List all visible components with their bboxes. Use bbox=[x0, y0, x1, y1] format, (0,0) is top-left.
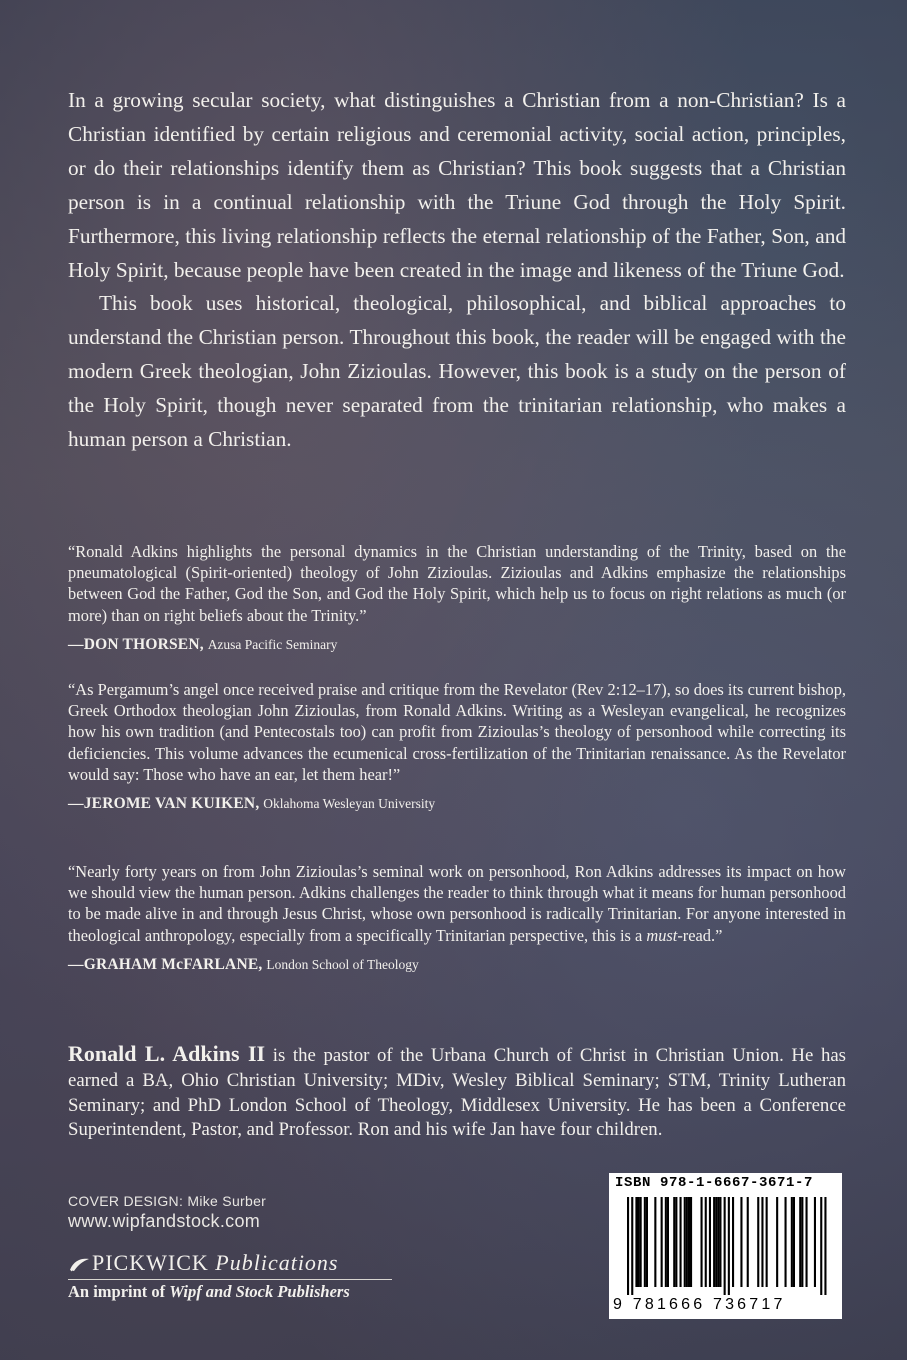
endorsement-thorsen bbox=[68, 541, 846, 655]
barcode-bar bbox=[719, 1197, 721, 1287]
endorser-affiliation: Oklahoma Wesleyan University bbox=[263, 796, 436, 812]
cover-designer: Mike Surber bbox=[187, 1193, 267, 1209]
barcode-bar bbox=[638, 1197, 640, 1287]
imprint-parent: Wipf and Stock Publishers bbox=[169, 1282, 350, 1301]
barcode-bar bbox=[665, 1197, 667, 1287]
barcode-bar bbox=[701, 1197, 703, 1287]
bio-text: is the pastor of the Urbana Church of Christ in Christian Union. He has earned a BA, Ohio Christian University; MDiv, Wesley Biblical Seminary; STM, Trinity Lutheran Seminary; and PhD London School of Theology, Middlesex University. He has been a Conference Superintendent, Pastor, and Professor. Ron and his wife Jan have four children. bbox=[68, 1045, 846, 1141]
barcode-bar bbox=[680, 1197, 682, 1287]
barcode-bar bbox=[690, 1197, 692, 1287]
barcode-bar bbox=[646, 1197, 648, 1287]
quote-text: “Nearly forty years on from John Zizioulas’s seminal work on personhood, Ron Adkins addresses its impact on how we should view the human person. Adkins challenges the reader to think through what it means for human personhood to be made alive in and through Jesus Christ, whose own personhood is radically Trinitarian. For anyone interested in theological anthropology, especially from a specifically Trinitarian perspective, this is a bbox=[68, 862, 846, 945]
barcode-bar bbox=[824, 1197, 826, 1295]
author-name: Ronald L. Adkins II bbox=[68, 1041, 266, 1066]
barcode-bar bbox=[684, 1197, 686, 1287]
quote-text-end: -read.” bbox=[677, 925, 723, 945]
barcode-bar bbox=[717, 1197, 719, 1287]
barcode-bar bbox=[688, 1197, 690, 1287]
barcode-bar bbox=[713, 1197, 715, 1287]
blurb-paragraph-1: In a growing secular society, what distinguishes a Christian from a non-Christian? Is a Christian identified by certain religious and ceremonial activity, social action, principles, or do their relationships identify them as Christian? This book suggests that a Christian person is in a continual relationship with the Triune God through the Holy Spirit. Furthermore, this living relationship reflects the eternal relationship of the Father, Son, and Holy Spirit, because people have been created in the image and likeness of the Triune God. bbox=[68, 88, 846, 282]
barcode-bar bbox=[732, 1197, 734, 1287]
isbn-barcode bbox=[609, 1173, 842, 1319]
back-cover-blurb bbox=[68, 84, 846, 457]
endorsement-van-kuiken bbox=[68, 679, 846, 814]
barcode-bar bbox=[667, 1197, 669, 1287]
barcode-bar bbox=[635, 1197, 637, 1287]
barcode-bar bbox=[715, 1197, 717, 1287]
quote-emphasis: must bbox=[646, 925, 678, 945]
imprint-prefix: An imprint of bbox=[68, 1282, 170, 1301]
barcode-bar bbox=[793, 1197, 795, 1287]
barcode-bar bbox=[740, 1197, 742, 1287]
publisher-name: PICKWICK bbox=[92, 1250, 209, 1275]
barcode-bar bbox=[785, 1197, 787, 1287]
barcode-bar bbox=[644, 1197, 646, 1287]
cover-design-label: COVER DESIGN: bbox=[68, 1193, 184, 1209]
barcode-bar bbox=[686, 1197, 688, 1287]
barcode-bar bbox=[654, 1197, 656, 1287]
barcode-bar bbox=[724, 1197, 726, 1295]
pickwick-quill-icon bbox=[68, 1257, 90, 1273]
barcode-bar bbox=[640, 1197, 642, 1287]
endorsement-quote: “Ronald Adkins highlights the personal dynamics in the Christian understanding of the Trinity, based on the pneumatological (Spirit-oriented) theology of John Zizioulas. Zizioulas and Adkins emphasize the relationships between God the Father, God the Son, and God the Holy Spirit, which help us to focus on right relations as much (or more) than on right beliefs about the Trinity.” bbox=[68, 542, 846, 625]
barcode-bar bbox=[799, 1197, 801, 1287]
barcode-bar bbox=[627, 1197, 629, 1295]
barcode-bar bbox=[675, 1197, 677, 1287]
publisher-name-italic: Publications bbox=[215, 1250, 339, 1275]
barcode-bar bbox=[791, 1197, 793, 1287]
endorser-affiliation: London School of Theology bbox=[266, 956, 419, 972]
barcode-bar bbox=[673, 1197, 675, 1287]
barcode-bar bbox=[806, 1197, 808, 1287]
barcode-bar bbox=[661, 1197, 663, 1287]
endorser-line bbox=[68, 954, 846, 975]
barcode-bar bbox=[766, 1197, 768, 1287]
author-bio bbox=[68, 1042, 846, 1143]
barcode-bar bbox=[801, 1197, 803, 1287]
blurb-paragraph-2: This book uses historical, theological, philosophical, and biblical approaches to understand the Christian person. Throughout this book, the reader will be engaged with the modern Greek theologian, John Zizioulas. However, this book is a study on the person of the Holy Spirit, though never separated from the trinitarian relationship, who makes a human person a Christian. bbox=[68, 291, 846, 452]
endorser-affiliation: Azusa Pacific Seminary bbox=[207, 636, 338, 652]
publisher-logo bbox=[68, 1250, 392, 1280]
endorsement-quote: “As Pergamum’s angel once received praise and critique from the Revelator (Rev 2:12–17), so does its current bishop, Greek Orthodox theologian John Zizioulas, from Ronald Adkins. Writing as a Wesleyan evangelical, he recognizes how his own tradition (and Pentecostals too) can profit from Zizioulas’s theology of personhood while correcting its deficiencies. This volume advances the ecumenical cross-fertilization of the Trinitarian renaissance. As the Revelator would say: Those who have an ear, let them hear!” bbox=[68, 680, 846, 784]
imprint-line bbox=[68, 1282, 350, 1302]
endorsement-mcfarlane bbox=[68, 861, 846, 975]
barcode-digits: 9 781666 736717 bbox=[613, 1296, 786, 1313]
barcode-bar bbox=[705, 1197, 707, 1287]
barcode-bar bbox=[761, 1197, 763, 1287]
barcode-bars bbox=[615, 1197, 836, 1297]
endorsement-quote bbox=[68, 861, 846, 946]
barcode-bar bbox=[776, 1197, 778, 1287]
endorser-name: —JEROME VAN KUIKEN, bbox=[68, 795, 260, 813]
endorser-name: —GRAHAM McFARLANE, bbox=[68, 955, 263, 973]
endorser-line bbox=[68, 634, 846, 655]
isbn-label: ISBN 978-1-6667-3671-7 bbox=[615, 1175, 814, 1191]
publisher-website[interactable]: www.wipfandstock.com bbox=[68, 1211, 261, 1231]
endorser-name: —DON THORSEN, bbox=[68, 635, 204, 653]
barcode-bar bbox=[820, 1197, 822, 1295]
barcode-bar bbox=[709, 1197, 711, 1287]
publisher-rule bbox=[68, 1279, 392, 1280]
barcode-bar bbox=[757, 1197, 759, 1287]
endorser-line bbox=[68, 793, 846, 814]
barcode-bar bbox=[747, 1197, 749, 1287]
barcode-bar bbox=[631, 1197, 633, 1295]
barcode-bar bbox=[728, 1197, 730, 1295]
cover-design-credit bbox=[68, 1193, 266, 1209]
barcode-bar bbox=[814, 1197, 816, 1287]
